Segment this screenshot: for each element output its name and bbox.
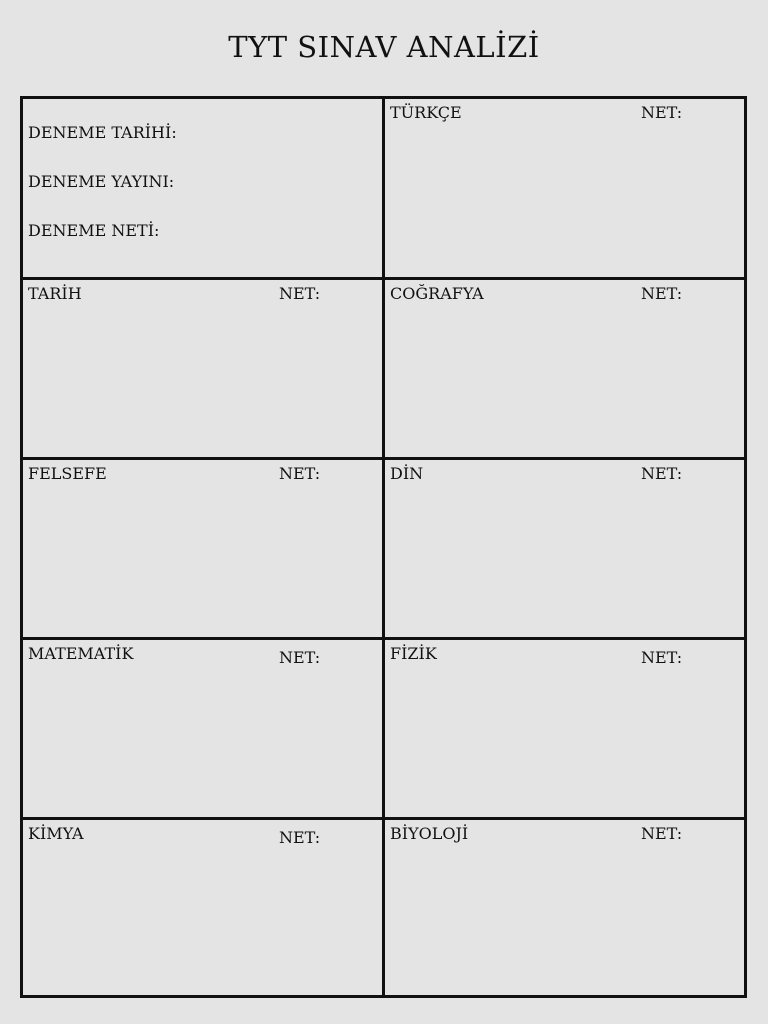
subject-name: TARİH: [28, 284, 82, 303]
subject-box-biyoloji: [385, 820, 744, 995]
subject-box-cografya: [385, 280, 744, 460]
net-label: NET:: [641, 284, 683, 303]
exam-net-label: DENEME NETİ:: [28, 221, 160, 240]
net-label: NET:: [641, 103, 683, 122]
net-label: NET:: [641, 464, 683, 483]
subject-name: BİYOLOJİ: [390, 824, 469, 843]
subject-box-fizik: [385, 640, 744, 820]
exam-info-box: [23, 99, 385, 280]
subject-name: COĞRAFYA: [390, 284, 484, 303]
subject-box-kimya: [23, 820, 385, 995]
subject-name: MATEMATİK: [28, 644, 134, 663]
subject-box-din: [385, 460, 744, 640]
exam-date-label: DENEME TARİHİ:: [28, 123, 177, 142]
net-label: NET:: [641, 648, 683, 667]
subject-name: FİZİK: [390, 644, 437, 663]
exam-publisher-label: DENEME YAYINI:: [28, 172, 175, 191]
subject-name: TÜRKÇE: [390, 103, 462, 122]
net-label: NET:: [279, 648, 321, 667]
subject-box-tarih: [23, 280, 385, 460]
page-title: TYT SINAV ANALİZİ: [228, 30, 540, 64]
net-label: NET:: [279, 284, 321, 303]
subject-name: DİN: [390, 464, 424, 483]
net-label: NET:: [279, 828, 321, 847]
subject-name: FELSEFE: [28, 464, 107, 483]
net-label: NET:: [279, 464, 321, 483]
subject-name: KİMYA: [28, 824, 84, 843]
net-label: NET:: [641, 824, 683, 843]
subject-box-felsefe: [23, 460, 385, 640]
analysis-grid: [20, 96, 747, 998]
subject-box-turkce: [385, 99, 744, 280]
subject-box-matematik: [23, 640, 385, 820]
